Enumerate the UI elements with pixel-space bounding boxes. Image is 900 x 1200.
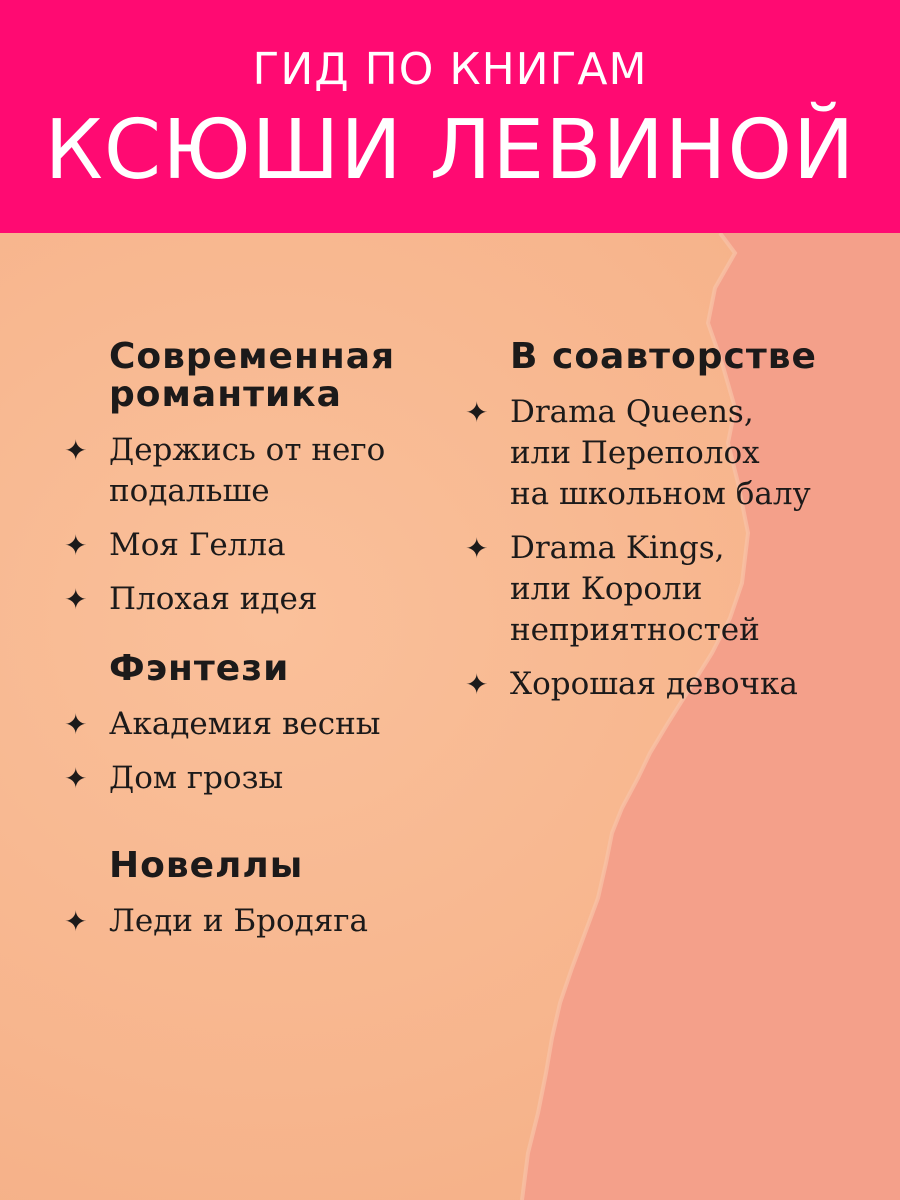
header-subtitle: ГИД ПО КНИГАМ bbox=[252, 44, 648, 95]
four-point-star-icon: ✦ bbox=[465, 532, 489, 565]
book-item bbox=[64, 579, 464, 620]
book-item bbox=[64, 525, 464, 566]
four-point-star-icon: ✦ bbox=[465, 668, 489, 701]
book-title: Академия весны bbox=[109, 706, 381, 742]
book-item bbox=[64, 901, 464, 942]
header-title: КСЮШИ ЛЕВИНОЙ bbox=[44, 103, 856, 198]
left-column bbox=[64, 338, 464, 942]
section-title: Фэнтези bbox=[109, 648, 290, 689]
four-point-star-icon: ✦ bbox=[64, 762, 88, 795]
four-point-star-icon: ✦ bbox=[64, 434, 88, 467]
right-column bbox=[465, 338, 885, 705]
four-point-star-icon: ✦ bbox=[64, 583, 88, 616]
book-item bbox=[465, 664, 885, 705]
book-title: Drama Kings, или Короли неприятностей bbox=[510, 530, 760, 648]
four-point-star-icon: ✦ bbox=[465, 396, 489, 429]
book-title: Держись от него подальше bbox=[109, 432, 386, 509]
section-title: В соавторстве bbox=[510, 336, 817, 377]
section-novellas bbox=[64, 847, 464, 942]
section-coauthored bbox=[465, 338, 885, 705]
book-title: Drama Queens, или Переполох на школьном балу bbox=[510, 394, 811, 512]
four-point-star-icon: ✦ bbox=[64, 708, 88, 741]
section-contemporary-romance bbox=[64, 338, 464, 620]
book-item bbox=[64, 758, 464, 799]
book-item bbox=[465, 392, 885, 515]
four-point-star-icon: ✦ bbox=[64, 905, 88, 938]
book-item bbox=[465, 528, 885, 651]
book-title: Моя Гелла bbox=[109, 527, 286, 563]
four-point-star-icon: ✦ bbox=[64, 529, 88, 562]
book-item bbox=[64, 704, 464, 745]
section-title: Новеллы bbox=[109, 845, 304, 886]
book-title: Хорошая девочка bbox=[510, 666, 798, 702]
section-fantasy bbox=[64, 650, 464, 799]
book-title: Леди и Бродяга bbox=[109, 903, 368, 939]
book-title: Плохая идея bbox=[109, 581, 318, 617]
header-banner bbox=[0, 0, 900, 233]
book-title: Дом грозы bbox=[109, 760, 284, 796]
section-title: Современная романтика bbox=[109, 336, 396, 415]
book-item bbox=[64, 430, 464, 512]
